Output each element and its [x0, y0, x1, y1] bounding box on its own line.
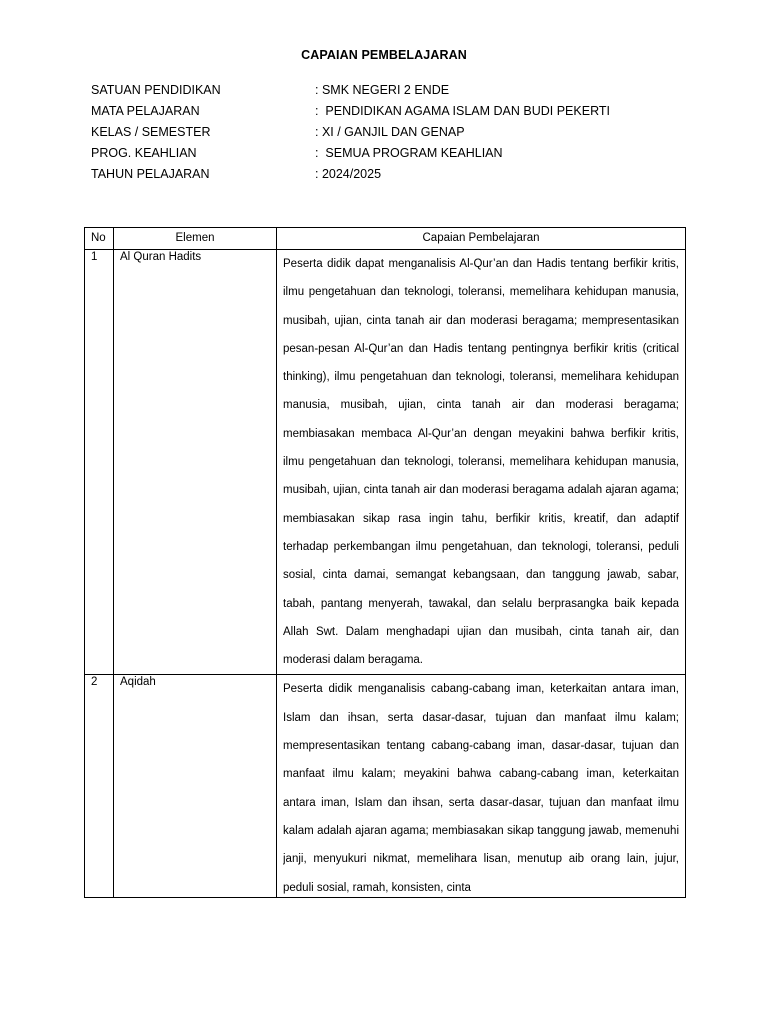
info-label: PROG. KEAHLIAN [91, 145, 197, 160]
table-header-row [85, 228, 686, 250]
info-label: TAHUN PELAJARAN [91, 166, 210, 181]
info-row-tahun-pelajaran [91, 163, 691, 184]
info-value: : SEMUA PROGRAM KEAHLIAN [315, 145, 503, 160]
cell-no: 1 [85, 250, 114, 675]
info-value: : SMK NEGERI 2 ENDE [315, 82, 450, 97]
header-elemen: Elemen [114, 228, 277, 250]
info-row-kelas-semester [91, 121, 691, 142]
info-label: KELAS / SEMESTER [91, 124, 211, 139]
table-row [85, 250, 686, 675]
info-label: MATA PELAJARAN [91, 103, 200, 118]
page-title: CAPAIAN PEMBELAJARAN [301, 48, 467, 62]
header-no: No [85, 228, 114, 250]
header-capaian: Capaian Pembelajaran [277, 228, 686, 250]
info-value: : XI / GANJIL DAN GENAP [315, 124, 465, 139]
capaian-text: Peserta didik menganalisis cabang-cabang iman, keterkaitan antara iman, Islam dan ihsan, serta dasar-dasar, tujuan dan manfaat ilmu kalam; mempresentasikan tentang cabang-cabang iman, dasar-dasar, tujuan dan manfaat ilmu kalam; meyakini bahwa cabang-cabang iman, keterkaitan antara iman, Islam dan ihsan, serta dasar-dasar, tujuan dan manfaat ilmu kalam adalah ajaran agama; membiasakan sikap tanggung jawab, memenuhi janji, menyukuri nikmat, memelihara lisan, menutup aib orang lain, jujur, peduli sosial, ramah, konsisten, cinta [283, 683, 679, 894]
info-label: SATUAN PENDIDIKAN [91, 82, 221, 97]
document-info [91, 79, 691, 184]
capaian-text: Peserta didik dapat menganalisis Al-Qur’an dan Hadis tentang berfikir kritis, ilmu pengetahuan dan teknologi, toleransi, memelihara kehidupan manusia, musibah, ujian, cinta tanah air dan moderasi beragama; mempresentasikan pesan-pesan Al-Qur’an dan Hadis tentang pentingnya berfikir kritis (critical thinking), ilmu pengetahuan dan teknologi, toleransi, memelihara kehidupan manusia, musibah, ujian, cinta tanah air dan moderasi beragama; membiasakan membaca Al-Qur’an dengan meyakini bahwa berfikir kritis, ilmu pengetahuan dan teknologi, toleransi, memelihara kehidupan manusia, musibah, ujian, cinta tanah air dan moderasi beragama adalah ajaran agama; membiasakan sikap rasa ingin tahu, berfikir kritis, kreatif, dan adaptif terhadap perkembangan ilmu pengetahuan, dan teknologi, toleransi, peduli sosial, cinta damai, semangat kebangsaan, dan tanggung jawab, sabar, tabah, pantang menyerah, tawakal, dan selalu berprasangka baik kepada Allah Swt. Dalam menghadapi ujian dan musibah, cinta tanah air, dan moderasi dalam beragama. [283, 258, 679, 667]
info-value: : PENDIDIKAN AGAMA ISLAM DAN BUDI PEKERTI [315, 103, 610, 118]
cell-elemen: Aqidah [114, 675, 277, 898]
info-row-mata-pelajaran [91, 100, 691, 121]
info-value: : 2024/2025 [315, 166, 382, 181]
info-row-satuan-pendidikan [91, 79, 691, 100]
cell-elemen: Al Quran Hadits [114, 250, 277, 675]
cell-no: 2 [85, 675, 114, 898]
cell-capaian [277, 250, 686, 675]
cell-capaian [277, 675, 686, 898]
capaian-table [84, 227, 686, 898]
table-row [85, 675, 686, 898]
info-row-prog-keahlian [91, 142, 691, 163]
